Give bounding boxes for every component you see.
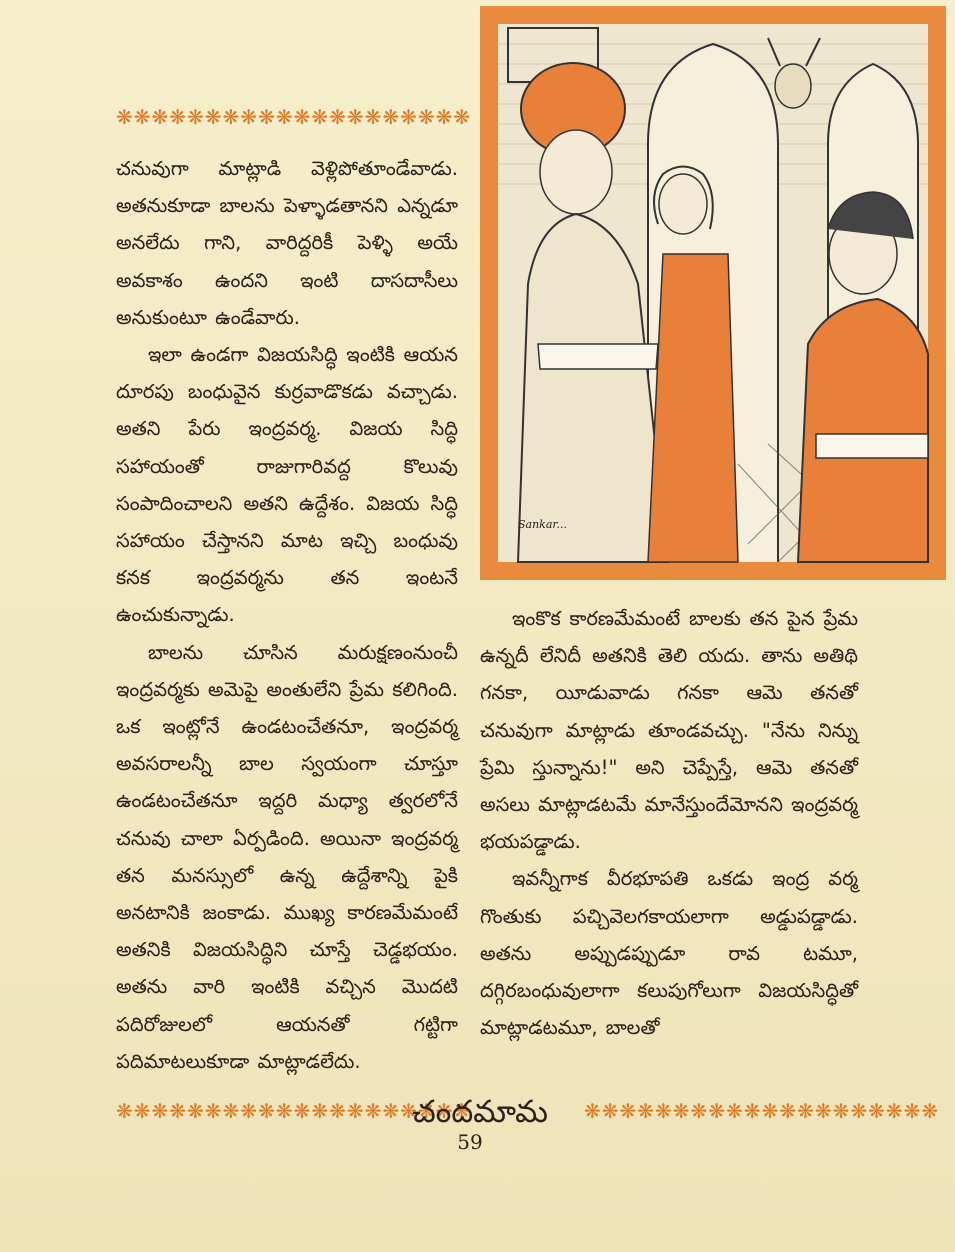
paragraph: చనువుగా మాట్లాడి వెళ్లిపోతూండేవాడు. అతనుకూడా బాలను పెళ్ళాడతానని ఎన్నడూ అనలేదు గాని, వారిద్దరికీ పెళ్ళి అయే అవకాశం ఉందని ఇంటి దాసదాసీలు అనుకుంటూ ఉండేవారు.: [116, 157, 458, 329]
magazine-title: చందమామ: [412, 1094, 548, 1130]
right-text-column: [480, 600, 858, 1046]
illustration-scene: [498, 24, 928, 562]
paragraph: ఇవన్నీగాక వీరభూపతి ఒకడు ఇంద్ర వర్మ గొంతుకు పచ్చివెలగకాయలాగా అడ్డుపడ్డాడు. అతను అప్పుడప్పుడూ రావ టమూ, దగ్గిరబంధువులాగా కలుపుగోలుగా విజయసిద్ధితో మాట్లాడటమూ, బాలతో: [480, 867, 858, 1040]
paragraph: ఇలా ఉండగా విజయసిద్ధి ఇంటికి ఆయన దూరపు బంధువైన కుర్రవాడొకడు వచ్చాడు. అతని పేరు ఇంద్రవర్మ. విజయ సిద్ధి సహాయంతో రాజుగారివద్ద కొలువు సంపాదించాలని అతని ఉద్దేశం. విజయ సిద్ధి సహాయం చేస్తానని మాట ఇచ్చి బంధువు కనక ఇంద్రవర్మను తన ఇంటనే ఉంచుకున్నాడు.: [116, 343, 458, 627]
story-illustration: [480, 6, 946, 580]
paragraph: బాలను చూసిన మరుక్షణంనుంచీ ఇంద్రవర్మకు అమెపై అంతులేని ప్రేమ కలిగింది. ఒక ఇంట్లోనే ఉండటంచేతనూ, ఇంద్రవర్మ అవసరాలన్నీ బాల స్వయంగా చూస్తూ ఉండటంచేతనూ ఇద్దరి మధ్యా త్వరలోనే చనువు చాలా ఏర్పడింది. అయినా ఇంద్రవర్మ తన మనస్సులో ఉన్న ఉద్దేశాన్ని పైకి అనటానికి జంకాడు. ముఖ్య కారణమేమంటే అతనికి విజయసిద్ధిని చూస్తే చెడ్డభయం. అతను వారి ఇంటికి వచ్చిన మొదటి పదిరోజులలో ఆయనతో గట్టిగా పదిమాటలుకూడా మాట్లాడలేదు.: [116, 640, 458, 1073]
page-number: 59: [457, 1130, 483, 1154]
footer-ornament-right: ❋❋❋❋❋❋❋❋❋❋❋❋❋❋❋❋❋❋❋❋: [584, 1099, 940, 1123]
left-text-column: [116, 150, 458, 1080]
footer-ornament-left: ❋❋❋❋❋❋❋❋❋❋❋❋❋❋❋❋❋❋❋❋: [116, 1099, 472, 1123]
paragraph: ఇంకొక కారణమేమంటే బాలకు తన పైన ప్రేమ ఉన్నదీ లేనిదీ అతనికి తెలి యదు. తాను అతిథి గనకా, యీడువాడు గనకా ఆమె తనతో చనువుగా మాట్లాడు తూండవచ్చు. "నేను నిన్ను ప్రేమి స్తున్నాను!" అని చెప్పేస్తే, ఆమె తనతో అసలు మాట్లాడటమే మానేస్తుందేమోనని ఇంద్రవర్మ భయపడ్డాడు.: [480, 607, 858, 854]
top-ornament-border: ❋❋❋❋❋❋❋❋❋❋❋❋❋❋❋❋❋❋❋❋: [116, 105, 472, 129]
artist-signature: Sankar...: [518, 518, 567, 531]
